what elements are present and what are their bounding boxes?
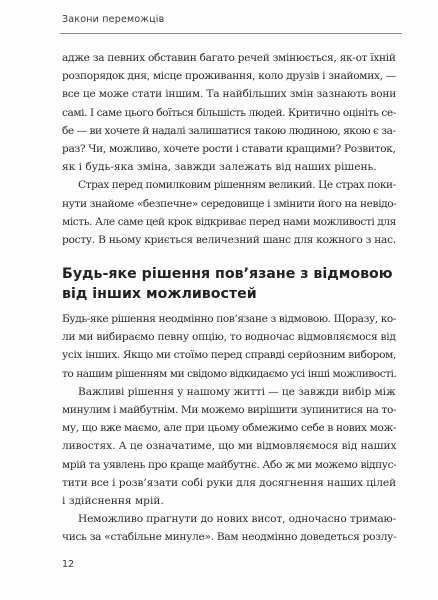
running-head: Закони переможців bbox=[62, 14, 165, 25]
text-line: росту. В ньому криється величезний шанс для кожного з нас. bbox=[62, 234, 396, 247]
text-line: ли ми вибираємо певну опцію, то водночас відмовляємося від bbox=[62, 331, 396, 344]
section-heading-line: Будь-яке рішення пов’язане з відмовою bbox=[62, 266, 393, 282]
body-text-bottom bbox=[62, 310, 396, 547]
text-line: то нашим рішенням ми свідомо відкидаємо усі інші можливості. bbox=[62, 367, 397, 380]
text-line: бе — ви хочете й надалі залишатися такою людиною, якою є за- bbox=[62, 124, 396, 137]
text-line: самі. І саме цього боїться більшість людей. Критично оцініть се- bbox=[62, 106, 396, 119]
paragraph bbox=[62, 49, 396, 176]
header-rule bbox=[60, 33, 402, 34]
text-line: тити все і розв’язати собі руки для досягнення наших цілей bbox=[62, 476, 397, 489]
section-heading bbox=[62, 264, 396, 304]
body-text-top bbox=[62, 49, 396, 249]
text-line: Страх перед помилковим рішенням великий. Це страх поки- bbox=[78, 179, 396, 192]
text-line: розпорядок дня, місце проживання, коло друзів і знайомих, — bbox=[62, 70, 397, 83]
text-line: нути знайоме «безпечне» середовище і змінити його на невідо- bbox=[62, 197, 397, 210]
text-line: усіх інших. Якщо ми стоїмо перед справді серйозним вибором, bbox=[62, 349, 397, 362]
text-line: Будь-яке рішення неодмінно пов’язане з відмовою. Щоразу, ко- bbox=[62, 313, 397, 325]
text-line: минулим і майбутнім. Ми можемо вирішити зупинитися на то- bbox=[62, 404, 397, 417]
text-line: чись за «стабільне минуле». Вам неодмінно доведеться розлу- bbox=[62, 531, 397, 544]
text-line: адже за певних обставин багато речей змінюється, як-от їхній bbox=[62, 52, 396, 64]
text-line: Неможливо прагнути до нових висот, одночасно тримаю- bbox=[78, 513, 397, 526]
section-heading-line: від інших можливостей bbox=[62, 286, 257, 302]
paragraph bbox=[62, 176, 396, 249]
text-line: раз? Чи, можливо, хочете рости і ставати кращими? Розвиток, bbox=[62, 143, 396, 156]
paragraph bbox=[62, 310, 396, 383]
text-line: все це може стати іншим. Та найбільших змін зазнають вони bbox=[62, 88, 397, 101]
text-line: Важливі рішення у нашому житті — це завжди вибір між bbox=[78, 385, 396, 398]
text-line: ливостях. А це означатиме, що ми відмовляємося від наших bbox=[62, 440, 397, 453]
paragraph bbox=[62, 510, 396, 546]
text-line: мрій та уявлень про краще майбутнє. Або ж ми можемо відпус- bbox=[62, 458, 397, 471]
page-number: 12 bbox=[62, 559, 75, 570]
text-line: му, що вже маємо, але при цьому обмежимо себе в нових мож- bbox=[62, 422, 397, 435]
text-line: мість. Але саме цей крок відкриває перед нами можливості для bbox=[62, 215, 396, 228]
text-line: і здійснення мрій. bbox=[62, 495, 164, 508]
text-line: як і будь-яка зміна, завжди залежать від наших рішень. bbox=[62, 161, 377, 174]
paragraph bbox=[62, 383, 396, 510]
